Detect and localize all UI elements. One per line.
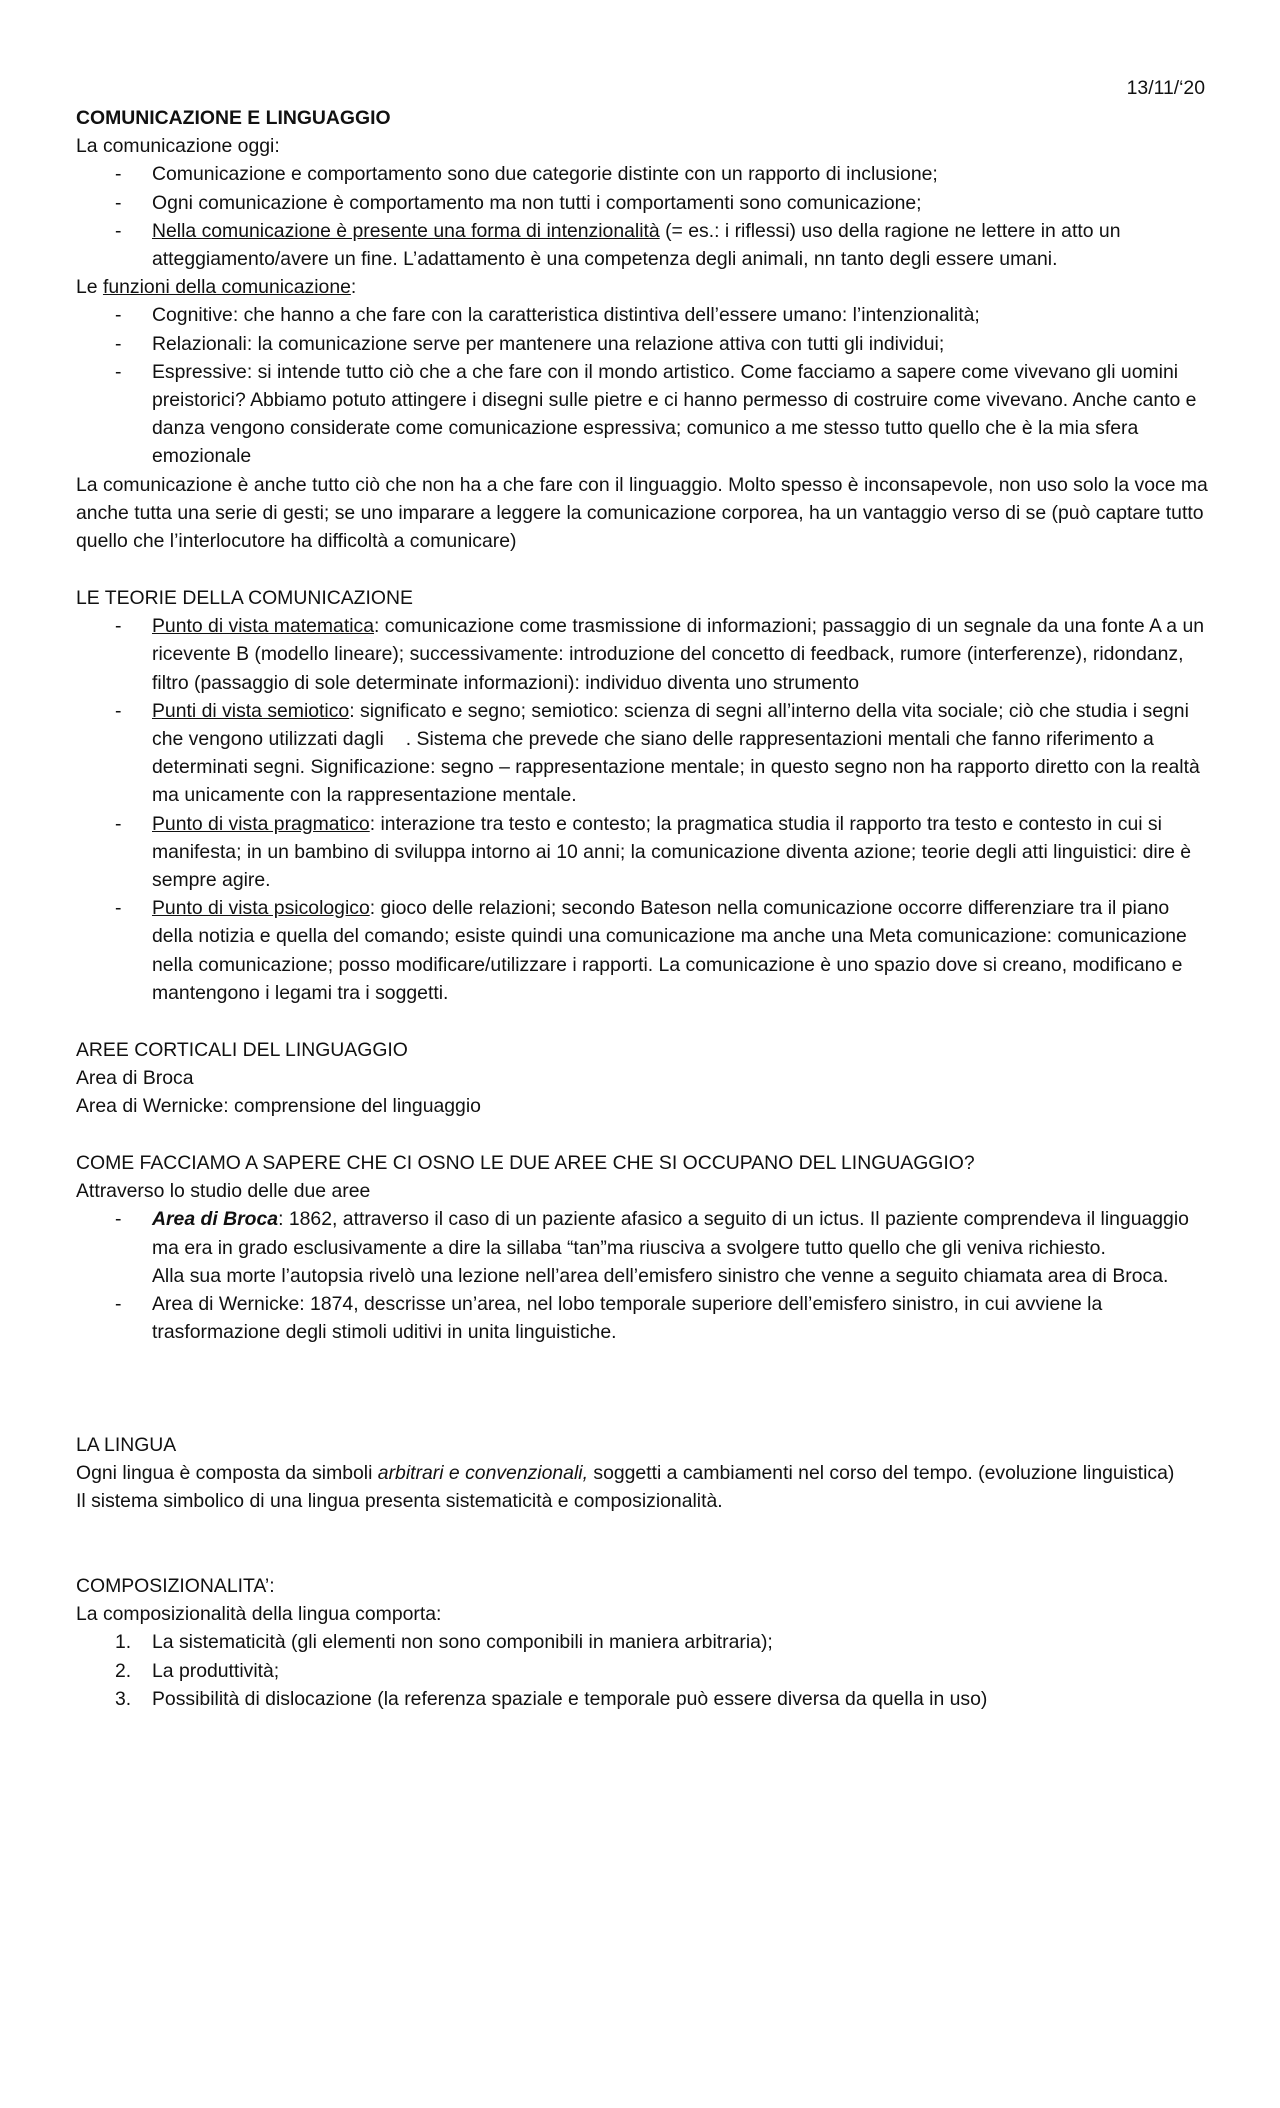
list-number: 2. [115,1659,132,1682]
list-number: 3. [115,1687,132,1710]
list-item [76,217,1211,273]
numbered-list [76,1628,1211,1713]
list-item-text: : significato e segno; semiotico: scienza di segni all’interno della vita sociale; ciò che studia i segni che vengono utilizzati dagli [152,699,1189,751]
list-item-text: . Sistema che prevede che siano delle rappresentazioni mentali che fanno riferimento a determinati segni. Significazione: segno – rappresentazione mentale; in questo segno non ha rapporto diretto con la realtà ma unicamente con la rappresentazione mentale. [152,728,1200,807]
text: Ogni lingua è composta da simboli [76,1462,378,1485]
list-item: - Relazionali: la comunicazione serve per mantenere una relazione attiva con tutti gli individui; [76,330,1211,358]
list-item [76,612,1211,697]
text: Le [76,276,103,299]
list-item [76,894,1211,1007]
underlined-text: Nella comunicazione è presente una forma di intenzionalità [152,219,660,242]
paragraph: Il sistema simbolico di una lingua presenta sistematicità e composizionalità. [76,1490,723,1513]
list-item [76,1628,1211,1656]
list-item: - Area di Wernicke: 1874, descrisse un’area, nel lobo temporale superiore dell’emisfero sinistro, in cui avviene la trasformazione degli stimoli uditivi in unita linguistiche. [76,1290,1211,1346]
list-item: - Comunicazione e comportamento sono due categorie distinte con un rapporto di inclusione; [76,160,1211,188]
list-item-text: La produttività; [152,1659,280,1682]
section-heading: LA LINGUA [76,1434,177,1456]
note-date: 13/11/‘20 [1126,77,1205,99]
section-heading: AREE CORTICALI DEL LINGUAGGIO [76,1039,408,1061]
bullet-list [76,1205,1211,1346]
underlined-text: Punto di vista psicologico [152,897,370,920]
underlined-text: funzioni della comunicazione [102,276,351,299]
section-compositionality [76,1572,1211,1713]
paragraph: Area di Broca [76,1067,194,1090]
section-cortical-areas [76,1036,1211,1121]
bold-italic-text: Area di Broca [152,1208,279,1231]
paragraph: La comunicazione è anche tutto ciò che non ha a che fare con il linguaggio. Molto spesso è inconsapevole, non uso solo la voce ma anche tutta una serie di gesti; se uno imparare a leggere la comunicazione corporea, ha un vantaggio verso di se (può captare tutto quello che l’interlocutore ha difficoltà a comunicare) [76,473,1208,553]
underlined-text: Punto di vista pragmatico [152,812,370,835]
section-language [76,1431,1211,1516]
paragraph: La composizionalità della lingua comporta: [76,1603,442,1626]
list-item [76,810,1211,895]
paragraph: La comunicazione oggi: [76,135,280,158]
list-item: - Ogni comunicazione è comportamento ma non tutti i comportamenti sono comunicazione; [76,189,1211,217]
paragraph: Attraverso lo studio delle due aree [76,1180,371,1203]
bullet-list [76,160,1211,273]
section-heading: COME FACCIAMO A SAPERE CHE CI OSNO LE DUE AREE CHE SI OCCUPANO DEL LINGUAGGIO? [76,1152,975,1174]
text: soggetti a cambiamenti nel corso del tempo. (evoluzione linguistica) [587,1462,1175,1485]
paragraph [76,273,1211,301]
paragraph [76,1459,1211,1487]
italic-text: arbitrari e convenzionali, [377,1462,588,1485]
bullet-list [76,612,1211,1007]
list-item-text: : 1862, attraverso il caso di un paziente afasico a seguito di un ictus. Il paziente comprendeva il linguaggio ma era in grado esclusivamente a dire la sillaba “tan”ma riusciva a svolgere tutto quello che gli veniva richiesto. [152,1208,1189,1259]
section-theories [76,584,1211,1007]
bullet-list [76,301,1211,470]
list-item [76,697,1211,810]
paragraph: Area di Wernicke: comprensione del linguaggio [76,1095,481,1118]
list-item-text: Possibilità di dislocazione (la referenza spaziale e temporale può essere diversa da quella in uso) [152,1687,988,1710]
underlined-text: Punti di vista semiotico [152,699,350,722]
section-heading: LE TEORIE DELLA COMUNICAZIONE [76,587,413,609]
list-item-text: : interazione tra testo e contesto; la pragmatica studia il rapporto tra testo e contesto in cui si manifesta; in un bambino di sviluppa intorno ai 10 anni; la comunicazione diventa azione; teorie degli atti linguistici: dire è sempre agire. [152,812,1192,892]
list-item: - Cognitive: che hanno a che fare con la caratteristica distintiva dell’essere umano: l’intenzionalità; [76,301,1211,329]
section-two-areas [76,1149,1211,1346]
list-item-text: : comunicazione come trasmissione di informazioni; passaggio di un segnale da una fonte A a un ricevente B (modello lineare); successivamente: introduzione del concetto di feedback, rumore (interferenze), ridondanz, filtro (passaggio di sole determinate informazioni): individuo diventa uno strumento [152,615,1205,694]
list-item [76,1205,1211,1290]
section-heading: COMPOSIZIONALITA’: [76,1575,275,1597]
list-number: 1. [115,1631,132,1654]
list-item-text: Alla sua morte l’autopsia rivelò una lezione nell’area dell’emisfero sinistro che venne a seguito chiamata area di Broca. [152,1264,1169,1287]
list-item-text: (= es.: i riflessi) uso della ragione ne lettere in atto un atteggiamento/avere un fine. L’adattamento è una competenza degli animali, nn tanto degli essere umani. [152,219,1121,271]
list-item-text: La sistematicità (gli elementi non sono componibili in maniera arbitraria); [152,1631,773,1654]
list-item [76,1657,1211,1685]
section-communication-today [76,104,1211,555]
underlined-text: Punto di vista matematica [152,615,375,638]
document-title: COMUNICAZIONE E LINGUAGGIO [76,107,391,129]
text: : [350,276,357,299]
list-item: - Espressive: si intende tutto ciò che a che fare con il mondo artistico. Come facciamo a sapere come vivevano gli uomini preistorici? Abbiamo potuto attingere i disegni sulle pietre e ci hanno permesso di costruire come vivevano. Anche canto e danza vengono considerate come comunicazione espressiva; comunico a me stesso tutto quello che è la mia sfera emozionale [76,358,1211,471]
list-item [76,1685,1211,1713]
list-item-text: : gioco delle relazioni; secondo Bateson nella comunicazione occorre differenziare tra il piano della notizia e quella del comando; esiste quindi una comunicazione ma anche una Meta comunicazione: comunicazione nella comunicazione; posso modificare/utilizzare i rapporti. La comunicazione è uno spazio dove si creano, modificano e mantengono i legami tra i soggetti. [152,897,1187,1004]
